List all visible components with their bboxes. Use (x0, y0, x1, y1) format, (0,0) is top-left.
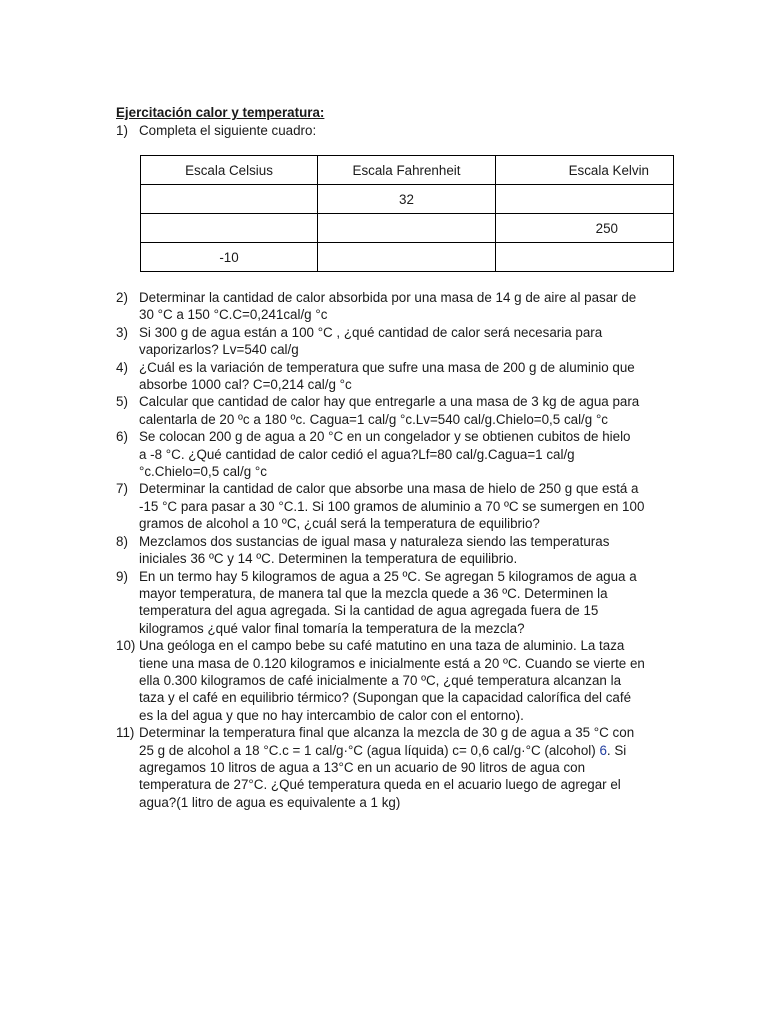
problem-number: 7) (116, 481, 128, 497)
problem-line: En un termo hay 5 kilogramos de agua a 25 ºC. Se agregan 5 kilogramos de agua a (139, 568, 637, 584)
problem-number: 2) (116, 290, 128, 305)
problem-line: Mezclamos dos sustancias de igual masa y naturaleza siendo las temperaturas (139, 533, 610, 549)
problem-line: vaporizarlos? Lv=540 cal/g (139, 342, 299, 358)
header-kelvin: Escala Kelvin (496, 156, 674, 185)
problem-item (116, 359, 686, 394)
problem-item (116, 568, 686, 638)
problem-line: absorbe 1000 cal? C=0,214 cal/g °c (139, 377, 352, 393)
problem-line: Si 300 g de agua están a 100 °C , ¿qué cantidad de calor será necesaria para (139, 324, 603, 340)
temperature-scales-table (140, 155, 674, 272)
problem-line: calentarla de 20 ºc a 180 ºc. Cagua=1 cal/g °c.Lv=540 cal/g.Chielo=0,5 cal/g °c (139, 411, 608, 427)
question-number: 1) (116, 123, 128, 138)
header-fahrenheit: Escala Fahrenheit (318, 156, 496, 185)
problem-number: 8) (116, 533, 128, 549)
inline-tail: . Si (606, 742, 627, 758)
problem-line: Determinar la temperatura final que alcanza la mezcla de 30 g de agua a 35 °C con (139, 725, 635, 741)
problem-item (116, 428, 686, 480)
problem-line: ella 0.300 kilogramos de café inicialmente a 70 ºC, ¿qué temperatura alcanzan la (139, 672, 622, 688)
table-row (141, 185, 674, 214)
table-cell (141, 185, 318, 214)
problem-line: agregamos 10 litros de agua a 13°C en un acuario de 90 litros de agua con (139, 759, 586, 775)
table-cell (318, 214, 496, 243)
problem-number: 10) (116, 638, 136, 654)
problem-line: es la del agua y que no hay intercambio de calor con el entorno). (139, 707, 524, 723)
problem-line: iniciales 36 ºC y 14 ºC. Determinen la temperatura de equilibrio. (139, 551, 518, 567)
problem-number: 4) (116, 359, 128, 375)
problem-line: temperatura del agua agregada. Si la cantidad de agua agregada fuera de 15 (139, 603, 599, 619)
problem-line: temperatura de 27°C. ¿Qué temperatura queda en el acuario luego de agregar el (139, 777, 621, 793)
problem-item (116, 533, 686, 568)
problem-line: 25 g de alcohol a 18 °C.c = 1 cal/g·°C (agua líquida) c= 0,6 cal/g·°C (alcohol) (139, 742, 600, 758)
problem-line: Calcular que cantidad de calor hay que entregarle a una masa de 3 kg de agua para (139, 394, 640, 410)
table-cell (318, 243, 496, 272)
problem-item (116, 324, 686, 359)
table-cell (141, 214, 318, 243)
table-header-row (141, 156, 674, 185)
table-cell: 32 (318, 185, 496, 214)
inline-number: 6 (599, 742, 607, 758)
problem-line: taza y el café en equilibrio térmico? (Supongan que la capacidad calorífica del café (139, 690, 632, 706)
problem-line: Una geóloga en el campo bebe su café matutino en una taza de aluminio. La taza (139, 638, 625, 654)
problem-line: kilogramos ¿qué valor final tomaría la temperatura de la mezcla? (139, 620, 525, 636)
question-1 (116, 122, 316, 139)
problem-item (116, 724, 686, 811)
problem-line: ¿Cuál es la variación de temperatura que sufre una masa de 200 g de aluminio que (139, 359, 635, 375)
problem-item (116, 289, 686, 324)
problem-number: 11) (116, 725, 135, 741)
problem-line: agua?(1 litro de agua es equivalente a 1 kg) (139, 794, 401, 810)
problem-line: gramos de alcohol a 10 ºC, ¿cuál será la temperatura de equilibrio? (139, 516, 540, 532)
table-cell: -10 (141, 243, 318, 272)
problem-number: 3) (116, 324, 128, 340)
header-celsius: Escala Celsius (141, 156, 318, 185)
problem-line: Determinar la cantidad de calor que absorbe una masa de hielo de 250 g que está a (139, 481, 639, 497)
problem-line: a -8 °C. ¿Qué cantidad de calor cedió el agua?Lf=80 cal/g.Cagua=1 cal/g (139, 446, 575, 462)
problem-line: °c.Chielo=0,5 cal/g °c (139, 464, 267, 480)
table-cell (496, 243, 674, 272)
problem-line: -15 °C para pasar a 30 °C.1. Si 100 gramos de aluminio a 70 ºC se sumergen en 100 (139, 498, 645, 514)
problem-line: mayor temperatura, de manera tal que la mezcla quede a 36 ºC. Determinen la (139, 585, 608, 601)
table-cell: 250 (496, 214, 674, 243)
problem-line: Se colocan 200 g de agua a 20 °C en un congelador y se obtienen cubitos de hielo (139, 429, 631, 445)
problem-item (116, 480, 686, 532)
document-title: Ejercitación calor y temperatura: (116, 105, 325, 120)
problem-line: tiene una masa de 0.120 kilogramos e inicialmente está a 20 ºC. Cuando se vierte en (139, 655, 645, 671)
table-cell (496, 185, 674, 214)
problem-line: 30 °C a 150 °C.C=0,241cal/g °c (139, 307, 328, 323)
problem-number: 5) (116, 394, 128, 410)
problem-number: 6) (116, 429, 128, 445)
table-row (141, 214, 674, 243)
problem-item (116, 637, 686, 724)
problem-line: Determinar la cantidad de calor absorbida por una masa de 14 g de aire al pasar de (139, 290, 637, 305)
problem-number: 9) (116, 568, 128, 584)
problem-item (116, 393, 686, 428)
problem-list (116, 289, 686, 811)
question-text: Completa el siguiente cuadro: (139, 123, 317, 138)
table-row (141, 243, 674, 272)
